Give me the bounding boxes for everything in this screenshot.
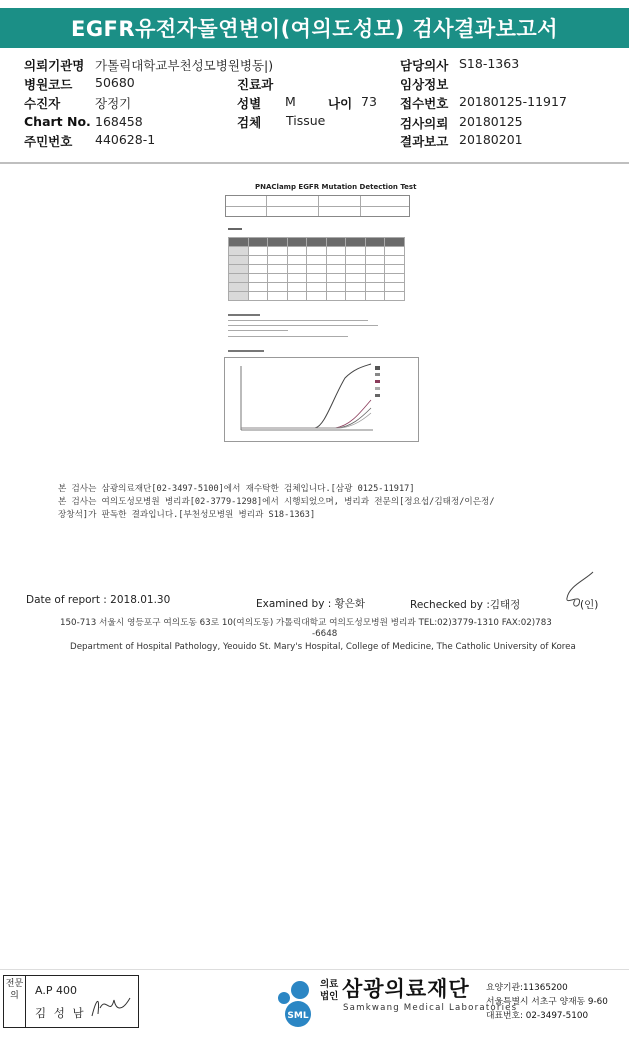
foundation-sub: Samkwang Medical Laboratories [343, 1003, 518, 1013]
result-table [228, 237, 405, 301]
hospital-code-label: 병원코드 [24, 77, 73, 92]
result-heading-mark [228, 228, 242, 230]
hospital-code-value: 50680 [95, 75, 135, 90]
request-label: 검사의뢰 [400, 116, 449, 131]
foundation-name: 삼광의료재단 [342, 977, 470, 1001]
resident-label: 주민번호 [24, 134, 73, 149]
outsource-note-line3: 장창석]가 판독한 결과입니다.[부천성모병원 병리과 S18-1363] [58, 510, 316, 520]
pna-title: PNAClamp EGFR Mutation Detection Test [255, 183, 417, 191]
stamp-name: 김 성 남 [35, 1006, 86, 1020]
address-line2: -6648 [312, 629, 338, 639]
receipt-value: 20180125-11917 [459, 94, 567, 109]
examined-by: Examined by : 황은화 [256, 598, 366, 610]
clinical-label: 임상정보 [400, 77, 449, 92]
rechecked-by: Rechecked by :김태정 [410, 599, 521, 611]
amplification-graph-mark [228, 350, 264, 352]
age-label: 나이 [328, 96, 353, 111]
receipt-label: 접수번호 [400, 96, 449, 111]
sml-logo-icon [270, 976, 320, 1028]
pna-info-box [225, 195, 410, 217]
specimen-value: Tissue [286, 113, 326, 128]
sml-logo-text: SML [287, 1011, 309, 1021]
specialist-stamp [3, 975, 139, 1028]
specimen-label: 검체 [237, 115, 262, 130]
institution-value: 가톨릭대학교부천성모병원병동|) [95, 58, 274, 73]
amplification-graph [224, 357, 419, 442]
chart-label: Chart No. [24, 114, 91, 129]
standard-criteria-mark [228, 314, 260, 316]
institution-label: 의뢰기관명 [24, 58, 85, 73]
department-label: 진료과 [237, 77, 274, 92]
stamp-side-label: 전문의 [4, 976, 26, 1027]
stamp-ap: A.P 400 [35, 984, 77, 997]
date-of-report: Date of report : 2018.01.30 [26, 594, 171, 606]
care-institution-number: 요양기관:11365200 [486, 983, 568, 993]
report-title: EGFR유전자돌연변이(여의도성모) 검사결과보고서 [0, 8, 629, 48]
outsource-note-line2: 본 검사는 여의도성모병원 병리과[02-3779-1298]에서 시행되었으며, 병리과 전문의[정요섭/김태정/이은정/ [58, 497, 495, 507]
doctor-label: 담당의사 [400, 58, 449, 73]
seal-mark: (인) [580, 599, 599, 611]
sex-value: M [285, 94, 296, 109]
report-label: 결과보고 [400, 134, 449, 149]
header-divider [0, 162, 629, 164]
request-value: 20180125 [459, 114, 523, 129]
patient-value: 장정기 [95, 96, 132, 111]
patient-label: 수진자 [24, 96, 61, 111]
doctor-value: S18-1363 [459, 56, 520, 71]
report-value: 20180201 [459, 132, 523, 147]
foundation-address: 서울특별시 서초구 양재동 9-60 [486, 997, 608, 1007]
foundation-corp: 의료 법인 [320, 979, 339, 1002]
address-line1: 150-713 서울시 영등포구 여의도동 63로 10(여의도동) 가톨릭대학교 여의도성모병원 병리과 TEL:02)3779-1310 FAX:02)783 [60, 618, 552, 628]
foundation-phone: 대표번호: 02-3497-5100 [486, 1011, 589, 1021]
outsource-note-line1: 본 검사는 삼광의료재단[02-3497-5100]에서 재수탁한 검체입니다.[삼광 0125-11917] [58, 484, 415, 494]
stamp-signature [88, 990, 134, 1022]
sex-label: 성별 [237, 96, 262, 111]
resident-value: 440628-1 [95, 132, 156, 147]
chart-value: 168458 [95, 114, 143, 129]
department-line: Department of Hospital Pathology, Yeouido St. Mary's Hospital, College of Medicine, The Catholic University of Korea [70, 642, 576, 652]
age-value: 73 [361, 94, 377, 109]
